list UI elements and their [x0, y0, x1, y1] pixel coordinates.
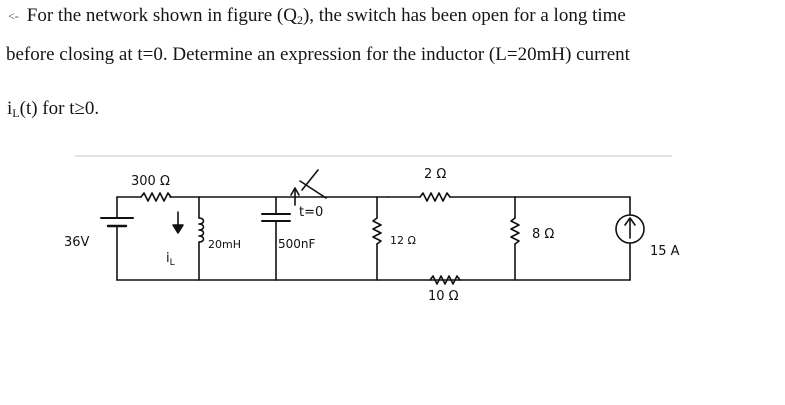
label-2-ohm: 2 Ω: [424, 167, 447, 182]
resistor-12: [373, 218, 381, 244]
label-36v: 36V: [64, 235, 90, 250]
resistor-2: [420, 193, 450, 201]
il-arrowhead: [173, 225, 183, 233]
label-300-ohm: 300 Ω: [131, 174, 170, 189]
label-switch-time: t=0: [299, 205, 324, 220]
resistor-300: [141, 193, 171, 201]
label-8-ohm: 8 Ω: [532, 227, 555, 242]
question-line-2: before closing at t=0. Determine an expression for the inductor (L=20mH) current: [6, 44, 630, 65]
resistor-8: [511, 218, 519, 244]
switch-blade: [300, 181, 326, 198]
label-500nf: 500nF: [278, 237, 316, 251]
question-line-1: <- For the network shown in figure $(Q_2)$, the switch has been open for a long time: [8, 5, 626, 27]
inductor-20mh: [199, 218, 204, 242]
label-12-ohm: 12 Ω: [390, 234, 416, 247]
label-15a: 15 A: [650, 244, 680, 259]
back-arrow-icon: <-: [8, 9, 19, 24]
label-10-ohm: 10 Ω: [428, 289, 459, 304]
question-line-3: $i_L(t)$ for t≥0.: [7, 98, 100, 120]
label-20mh: 20mH: [208, 238, 241, 251]
label-il: $i_L$: [166, 251, 175, 268]
